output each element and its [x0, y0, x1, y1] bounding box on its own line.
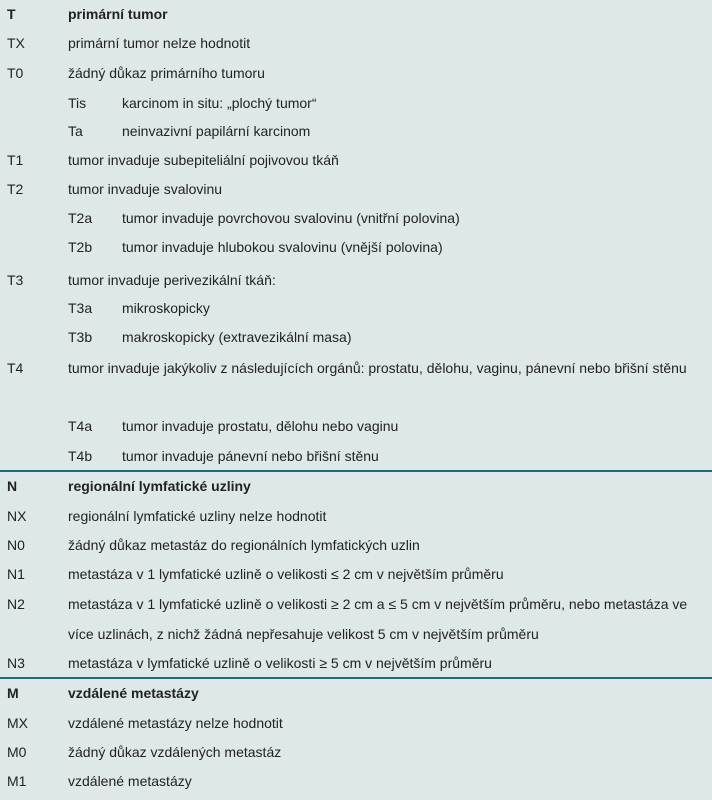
- row-code: T1: [7, 152, 24, 168]
- table-row: [0, 441, 712, 471]
- row-code: N0: [7, 537, 25, 553]
- row-code: N3: [7, 655, 25, 671]
- section-code: M: [7, 685, 19, 701]
- table-row: [0, 530, 712, 560]
- row-code: T4a: [68, 418, 93, 434]
- table-row: [0, 293, 712, 323]
- table-row: [0, 353, 712, 413]
- row-code: T2a: [68, 210, 93, 226]
- table-row: [0, 265, 712, 295]
- row-code: MX: [7, 715, 28, 731]
- table-row: [0, 145, 712, 175]
- table-row: [0, 28, 712, 58]
- row-text: tumor invaduje prostatu, dělohu nebo vaginu: [122, 418, 399, 434]
- row-text: makroskopicky (extravezikální masa): [122, 329, 352, 345]
- row-code: N1: [7, 566, 25, 582]
- table-row: [0, 708, 712, 738]
- row-code: NX: [7, 508, 27, 524]
- table-row: [0, 88, 712, 118]
- table-row: [0, 322, 712, 352]
- row-code: TX: [7, 35, 25, 51]
- table-row: [0, 559, 712, 589]
- row-text: žádný důkaz vzdálených metastáz: [68, 744, 282, 760]
- table-row: [0, 116, 712, 146]
- row-code: N2: [7, 596, 25, 612]
- row-text: tumor invaduje jakýkoliv z následujících orgánů: prostatu, dělohu, vaginu, pánevní nebo břišní stěnu: [68, 360, 687, 376]
- table-row: [0, 737, 712, 767]
- row-code: T4: [7, 360, 24, 376]
- row-text: tumor invaduje povrchovou svalovinu (vnitřní polovina): [122, 210, 460, 226]
- row-code: Tis: [68, 95, 87, 111]
- row-text: tumor invaduje pánevní nebo břišní stěnu: [122, 448, 379, 464]
- section-label: regionální lymfatické uzliny: [68, 478, 251, 494]
- row-code: T4b: [68, 448, 93, 464]
- row-text: žádný důkaz primárního tumoru: [68, 65, 265, 81]
- row-text: tumor invaduje perivezikální tkáň:: [68, 272, 276, 288]
- row-text: primární tumor nelze hodnotit: [68, 35, 251, 51]
- row-text: žádný důkaz metastáz do regionálních lymfatických uzlin: [68, 537, 420, 553]
- row-code: Ta: [68, 123, 83, 139]
- row-text: tumor invaduje svalovinu: [68, 181, 223, 197]
- row-code: M0: [7, 744, 27, 760]
- section-label: vzdálené metastázy: [68, 685, 199, 701]
- section-code: T: [7, 6, 16, 22]
- table-row: [0, 411, 712, 441]
- row-text: metastáza v 1 lymfatické uzlině o velikosti ≤ 2 cm v největším průměru: [68, 566, 504, 582]
- row-code: M1: [7, 773, 27, 789]
- row-text: metastáza v 1 lymfatické uzlině o velikosti ≥ 2 cm a ≤ 5 cm v největším průměru, nebo metastáza ve více uzlinách, z nichž žádná nepřesahuje velikost 5 cm v největším průměru: [68, 596, 688, 642]
- section-code: N: [7, 478, 18, 494]
- row-text: tumor invaduje hlubokou svalovinu (vnější polovina): [122, 239, 443, 255]
- row-code: T3a: [68, 300, 93, 316]
- table-row: [0, 501, 712, 531]
- row-text: regionální lymfatické uzliny nelze hodnotit: [68, 508, 327, 524]
- table-row: [0, 58, 712, 88]
- row-text: tumor invaduje subepiteliální pojivovou tkáň: [68, 152, 339, 168]
- table-row: [0, 174, 712, 204]
- n-section-header: [0, 472, 712, 500]
- row-text: mikroskopicky: [122, 300, 210, 316]
- row-text: vzdálené metastázy nelze hodnotit: [68, 715, 283, 731]
- row-code: T0: [7, 65, 24, 81]
- row-text: karcinom in situ: „plochý tumor“: [122, 95, 317, 111]
- row-text: metastáza v lymfatické uzlině o velikosti ≥ 5 cm v největším průměru: [68, 655, 492, 671]
- table-row: [0, 766, 712, 796]
- t-section-header: [0, 0, 712, 28]
- table-row: [0, 203, 712, 233]
- table-row: [0, 589, 712, 649]
- row-code: T2: [7, 181, 24, 197]
- row-text: vzdálené metastázy: [68, 773, 192, 789]
- row-code: T3: [7, 272, 24, 288]
- table-row: [0, 648, 712, 678]
- section-label: primární tumor: [68, 6, 168, 22]
- row-text: neinvazivní papilární karcinom: [122, 123, 311, 139]
- row-code: T2b: [68, 239, 93, 255]
- row-code: T3b: [68, 329, 93, 345]
- m-section-header: [0, 679, 712, 707]
- table-row: [0, 232, 712, 262]
